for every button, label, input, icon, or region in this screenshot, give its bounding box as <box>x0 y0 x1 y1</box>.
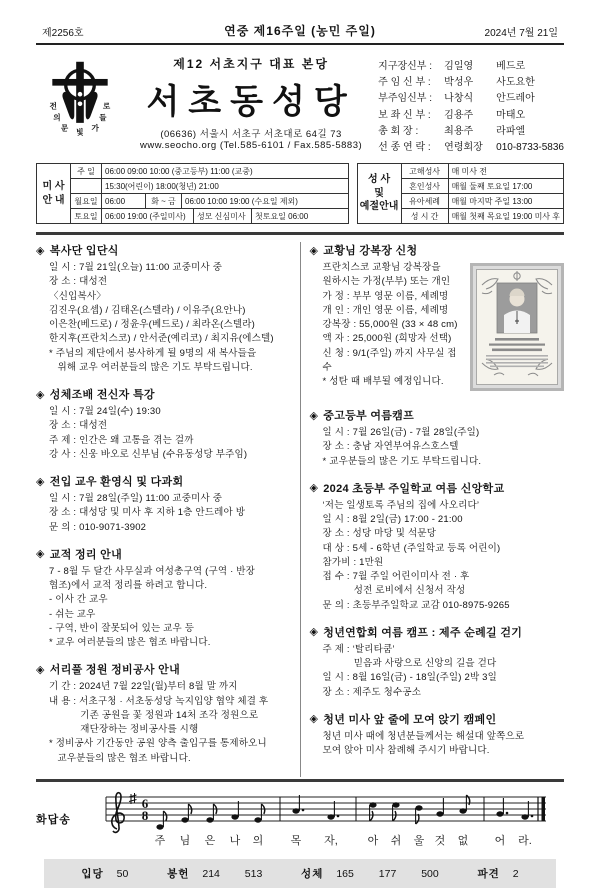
section-line: 이은찬(베드로) / 정윤우(베드로) / 최라온(스텔라) <box>49 319 256 331</box>
church-logo <box>36 55 124 156</box>
section-line: * 정비공사 기간동안 공원 양측 출입구를 통제하오니 <box>49 738 267 750</box>
hymn-stat-group <box>301 866 439 881</box>
svg-text:자,: 자, <box>324 834 338 847</box>
sacrament-table-label: 성 사 및 예절안내 <box>358 164 402 223</box>
section-line: 장 소 : 대성전 <box>49 420 108 432</box>
section-line: 원하시는 가정(부부) 또는 개인 <box>322 276 451 288</box>
cross-hands-logo-icon <box>38 57 122 141</box>
section-line: 가 정 : 부부 영문 이름, 세례명 <box>322 290 449 302</box>
mass-row-sunday-2: 15:30(어린이) 18:00(청년) 21:00 <box>71 178 348 193</box>
section-registry-cleanup <box>36 546 291 651</box>
psalm-lyrics <box>155 833 532 847</box>
sharp-icon <box>129 793 137 804</box>
section-line: 7 - 8월 두 달간 사무실과 여성총구역 (구역 · 반장 <box>49 565 256 577</box>
clergy-row <box>378 91 564 107</box>
mass-table-label: 미 사 안 내 <box>37 164 71 223</box>
sacrament-row <box>402 193 563 208</box>
clergy-baptismal-name: 안드레아 <box>496 93 535 105</box>
bulletin-week-title: 연중 제16주일 (농민 주일) <box>224 24 376 38</box>
section-line: 기존 공원을 꽃 정원과 14처 조각 정원으로 <box>49 709 259 721</box>
section-acolyte-induction <box>36 242 291 375</box>
clergy-name: 나창식 <box>444 93 474 105</box>
svg-text:들: 들 <box>99 113 107 122</box>
sacrament-time: 매월 첫째 목요일 19:00 미사 후 <box>448 209 563 223</box>
section-bullet-icon: ◈ <box>36 548 45 561</box>
hymn-stat-group <box>81 866 128 881</box>
bulletin-date: 2024년 7월 21일 <box>484 28 558 39</box>
svg-text:전: 전 <box>49 101 57 111</box>
section-title: 교황님 강복장 신청 <box>323 245 418 258</box>
clergy-role: 주 임 신 부 : <box>378 77 431 89</box>
section-elementary-bible-school <box>310 480 565 613</box>
clergy-role: 부주임신부 : <box>378 93 433 105</box>
clergy-row <box>378 124 564 140</box>
section-line: 일 시 : 7월 28일(주일) 11:00 교중미사 중 <box>49 493 223 505</box>
section-lines <box>310 730 565 759</box>
section-title: 전입 교우 환영식 및 다과회 <box>49 476 184 489</box>
sacrament-table <box>357 163 564 224</box>
section-line: 일 시 : 7월 24일(수) 19:30 <box>49 406 161 418</box>
section-line: ‘저는 일생토록 주님의 집에 사오리다’ <box>322 499 480 511</box>
svg-text:울: 울 <box>413 834 425 847</box>
clergy-row <box>378 75 564 91</box>
clergy-row <box>378 140 564 156</box>
body-columns <box>36 242 564 777</box>
svg-text:님: 님 <box>179 834 191 847</box>
sacrament-time: 매월 마지막 주일 13:00 <box>448 194 563 208</box>
section-line: 장 소 : 대성전 <box>49 276 108 288</box>
svg-text:어: 어 <box>494 834 506 847</box>
svg-text:빛: 빛 <box>76 127 84 137</box>
hymn-stat-values: 2 <box>512 867 519 880</box>
section-title: 2024 초등부 주일학교 여름 신앙학교 <box>323 482 505 495</box>
section-lines <box>310 499 565 613</box>
clergy-baptismal-name: 사도요한 <box>496 77 535 89</box>
mass-row-saturday: 토요일 06:00 19:00 (주일미사) 성모 신심미사 첫토요일 06:00 <box>71 208 348 223</box>
svg-text:목: 목 <box>290 834 302 847</box>
section-title: 청년연합회 여름 캠프 : 제주 순례길 걷기 <box>323 626 523 639</box>
section-line: - 이사 간 교우 <box>49 594 108 606</box>
svg-text:가: 가 <box>91 123 99 133</box>
section-line: 일 시 : 8월 2일(금) 17:00 - 21:00 <box>322 514 463 526</box>
clergy-name: 김일영 <box>444 61 474 72</box>
music-staff <box>88 787 560 851</box>
svg-text:8: 8 <box>141 807 149 823</box>
svg-text:것: 것 <box>434 834 446 847</box>
section-line: 위해 교우 여러분들의 많은 기도 부탁드립니다. <box>49 361 253 373</box>
papal-certificate-image <box>470 263 564 391</box>
divider-rule-bottom <box>36 779 564 782</box>
mass-row-weekday: 월요일 06:00 화 ~ 금 06:00 10:00 19:00 (수요일 제외) <box>71 193 348 208</box>
section-lines <box>310 261 467 396</box>
section-line: 장 소 : 충남 자연부여유스호스텔 <box>322 441 459 453</box>
svg-text:의: 의 <box>252 834 264 847</box>
section-line: 교우분들의 많은 협조 바랍니다. <box>49 752 191 764</box>
svg-text:로: 로 <box>102 101 111 111</box>
section-lines <box>36 680 291 766</box>
sacrament-name: 유아세례 <box>409 196 441 206</box>
clergy-role: 총 회 장 : <box>378 125 419 137</box>
section-line: 김진우(요셉) / 김태온(스텔라) / 이유주(요안나) <box>49 304 246 316</box>
clergy-baptismal-name: 베드로 <box>496 61 526 72</box>
svg-text:없: 없 <box>457 834 469 847</box>
hymn-numbers-bar <box>44 859 556 888</box>
section-line: 대 상 : 5세 - 6학년 (주일학교 등록 어린이) <box>322 542 501 554</box>
section-bullet-icon: ◈ <box>36 663 45 676</box>
clergy-baptismal-name: 마태오 <box>496 109 526 121</box>
section-line: - 구역, 반이 잘못되어 있는 교우 등 <box>49 622 195 634</box>
svg-text:문: 문 <box>60 123 69 133</box>
section-bullet-icon: ◈ <box>309 244 319 257</box>
sacrament-row <box>402 178 563 193</box>
section-bullet-icon: ◈ <box>36 475 45 488</box>
clergy-baptismal-name: 라파엘 <box>496 125 526 137</box>
section-newcomer-welcome <box>36 473 291 535</box>
masthead-center <box>124 55 378 156</box>
section-line: 주 제 : 인간은 왜 고통을 겪는 걸까 <box>49 434 194 446</box>
sacrament-name: 성 시 간 <box>410 211 439 221</box>
svg-text:6: 6 <box>141 795 149 811</box>
clergy-list <box>378 55 564 156</box>
church-name: 서초동성당 <box>146 83 356 121</box>
section-title: 청년 미사 앞 줄에 모여 앉기 캠페인 <box>323 713 497 726</box>
sacrament-name: 혼인성사 <box>409 181 441 191</box>
section-adoration-lecture <box>36 386 291 462</box>
section-line: 일 시 : 7월 21일(오늘) 11:00 교중미사 중 <box>49 262 223 274</box>
section-title: 교적 정리 안내 <box>49 548 123 561</box>
hymn-stat-values: 214 513 <box>202 867 263 880</box>
hymn-stat-group <box>477 866 518 881</box>
sacrament-time: 매월 둘째 토요일 17:00 <box>448 179 563 193</box>
section-line: 프란치스코 교황님 강복장을 <box>322 262 441 274</box>
divider-rule-top <box>36 232 564 235</box>
section-line: 믿음과 사랑으로 신앙의 길을 걷다 <box>322 658 497 670</box>
hymn-stat-values: 50 <box>116 867 129 880</box>
hymn-stat-label: 성체 <box>301 867 324 880</box>
section-line: 강복장 : 55,000원 (33 × 48 cm) <box>322 319 458 331</box>
psalm-label: 화답송 <box>36 813 71 826</box>
section-line: 장 소 : 대성당 및 미사 후 지하 1층 안드레아 방 <box>49 507 246 519</box>
clergy-role: 지구장신부 : <box>378 61 433 72</box>
district-line: 제12 서초지구 대표 본당 <box>173 57 329 71</box>
svg-text:아: 아 <box>367 834 379 847</box>
section-lines <box>36 565 291 651</box>
section-papal-blessing <box>310 242 565 396</box>
issue-number: 제2256호 <box>42 28 84 39</box>
header-strip <box>36 22 564 45</box>
section-line: 액 자 : 25,000원 (희망자 선택) <box>322 333 452 345</box>
section-garden-construction <box>36 661 291 766</box>
section-line: 주 제 : ‘탈리타쿰’ <box>322 643 395 655</box>
section-line: 문 의 : 010-9071-3902 <box>49 521 147 533</box>
section-lines <box>310 426 565 469</box>
sacrament-row <box>402 164 563 178</box>
section-title: 서리풀 정원 정비공사 안내 <box>49 664 181 677</box>
section-lines <box>36 492 291 535</box>
section-line: 신 청 : 9/1(주일) 까지 사무실 접수 <box>322 347 457 373</box>
section-title: 중고등부 여름캠프 <box>323 410 415 423</box>
section-youth-summer-camp <box>310 407 565 469</box>
section-line: 재단장하는 정비공사를 시행 <box>49 724 199 736</box>
section-line: 문 의 : 초등부주일학교 교감 010-8975-9265 <box>322 599 510 611</box>
svg-text:라.: 라. <box>518 834 532 847</box>
section-line: 장 소 : 성당 마당 및 석문당 <box>322 528 437 540</box>
section-title: 복사단 입단식 <box>49 245 119 258</box>
section-front-row-campaign <box>310 711 565 759</box>
sacrament-time: 매 미사 전 <box>448 164 563 178</box>
section-bullet-icon: ◈ <box>309 713 319 726</box>
section-bullet-icon: ◈ <box>36 244 45 257</box>
section-line: 장 소 : 제주도 청수공소 <box>322 686 422 698</box>
section-line: 개 인 : 개인 영문 이름, 세례명 <box>322 304 449 316</box>
section-lines <box>310 643 565 700</box>
section-title: 성체조배 전신자 특강 <box>49 389 155 402</box>
section-line: 일 시 : 7월 26일(금) - 7월 28일(주일) <box>322 427 480 439</box>
clergy-name: 연령회장 <box>444 141 483 153</box>
section-line: 접 수 : 7월 주일 어린이미사 전 · 후 <box>322 571 470 583</box>
svg-text:나: 나 <box>229 834 241 847</box>
svg-text:쉬: 쉬 <box>390 834 402 847</box>
masthead <box>36 55 564 156</box>
section-line: 일 시 : 8월 16일(금) - 18일(주일) 2박 3일 <box>322 672 498 684</box>
sacrament-row <box>402 208 563 223</box>
clergy-role: 선 종 연 락 : <box>378 141 431 153</box>
section-line: 〈신입복사〉 <box>49 290 106 302</box>
time-signature <box>142 796 149 823</box>
svg-text:의: 의 <box>53 113 61 122</box>
section-young-adult-camp <box>310 624 565 700</box>
clergy-row <box>378 59 564 75</box>
section-line: 참가비 : 1만원 <box>322 556 384 568</box>
right-column <box>300 242 565 777</box>
section-line: 강 사 : 신웅 바오로 신부님 (수유동성당 부주임) <box>49 448 248 460</box>
section-line: 협조)에서 교적 정리를 하려고 합니다. <box>49 580 208 592</box>
section-line: - 쉬는 교우 <box>49 608 96 620</box>
mass-schedule-table <box>36 163 349 224</box>
schedule-tables <box>36 163 564 224</box>
section-bullet-icon: ◈ <box>309 482 319 495</box>
responsorial-psalm <box>36 787 564 851</box>
section-line: 청년 미사 때에 청년분들께서는 해설대 앞쪽으로 <box>322 730 525 742</box>
section-lines <box>36 261 291 375</box>
notes <box>156 795 545 830</box>
section-line: 성전 로비에서 신청서 작성 <box>322 585 466 597</box>
mass-row-sunday-1: 주 일 06:00 09:00 10:00 (중고등부) 11:00 (교중) <box>71 164 348 178</box>
clergy-name: 최용주 <box>444 125 474 137</box>
section-bullet-icon: ◈ <box>309 409 319 422</box>
section-line: 모여 앉아 미사 참례해 주시기 바랍니다. <box>322 745 490 757</box>
section-line: 한지후(프란치스코) / 안서준(예리코) / 최지유(에스텔) <box>49 333 274 345</box>
section-line: * 교우분들의 많은 기도 부탁드립니다. <box>322 455 482 467</box>
section-line: 내 용 : 서초구청 · 서초동성당 녹지입양 협약 체결 후 <box>49 695 269 707</box>
section-bullet-icon: ◈ <box>36 388 45 401</box>
church-contact: www.seocho.org (Tel.585-6101 / Fax.585-5883) <box>140 140 363 151</box>
section-bullet-icon: ◈ <box>309 626 319 639</box>
hymn-stat-group <box>167 866 262 881</box>
left-column <box>36 242 300 777</box>
sacrament-name: 고해성사 <box>409 166 441 176</box>
section-lines <box>36 405 291 462</box>
svg-text:주: 주 <box>154 834 166 847</box>
hymn-stat-values: 165 177 500 <box>336 867 439 880</box>
clergy-name: 김용주 <box>444 109 474 121</box>
section-line: * 성탄 때 배부될 예정입니다. <box>322 376 444 388</box>
section-line: * 주님의 제단에서 봉사하게 될 9명의 새 복사들을 <box>49 347 257 359</box>
church-address: (06636) 서울시 서초구 서초대로 64길 73 <box>160 129 342 140</box>
clergy-role: 보 좌 신 부 : <box>378 109 431 121</box>
hymn-stat-label: 입당 <box>81 867 104 880</box>
clergy-baptismal-name: 010-8733-5836 <box>496 141 564 153</box>
hymn-stat-label: 파견 <box>477 867 500 880</box>
clergy-name: 박성우 <box>444 77 474 89</box>
clergy-row <box>378 108 564 124</box>
treble-clef-icon <box>112 793 124 833</box>
section-line: 기 간 : 2024년 7월 22일(월)부터 8월 말 까지 <box>49 681 238 693</box>
papal-blessing-photo <box>470 261 564 396</box>
section-line: * 교우 여러분들의 많은 협조 바랍니다. <box>49 637 211 649</box>
hymn-stat-label: 봉헌 <box>167 867 190 880</box>
svg-text:은: 은 <box>204 834 216 847</box>
